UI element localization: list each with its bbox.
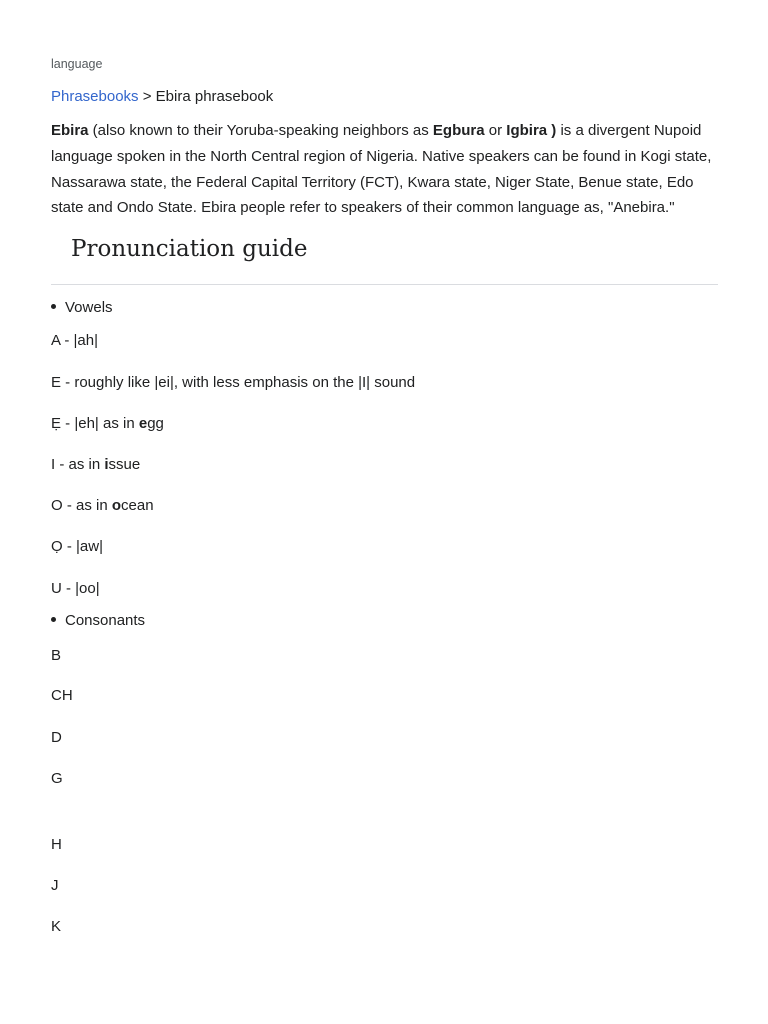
vowel-line-o: O - as in ocean — [51, 497, 154, 514]
vowels-label: Vowels — [65, 299, 113, 316]
consonant-line-h: H — [51, 836, 62, 853]
vowel-line-a: A - |ah| — [51, 332, 98, 349]
vowel-line-i: I - as in issue — [51, 456, 141, 473]
breadcrumb-separator: > — [138, 88, 156, 105]
consonant-line-d: D — [51, 729, 62, 746]
consonant-line-ch: CH — [51, 687, 73, 704]
breadcrumb — [51, 88, 273, 105]
intro-text-3: is a divergent Nupoid language spoken in the North Central region of Nigeria. Native speakers can be found in Kogi state, Nassarawa state, the Federal Capital Territory (FCT), Kwara state, Niger State, Benue state, Edo state and Ondo State. Ebira people refer to speakers of their common language as, "Anebira." — [51, 122, 712, 217]
list-item-consonants — [51, 612, 145, 629]
consonant-line-b: B — [51, 647, 62, 664]
intro-text-1: (also known to their Yoruba-speaking neighbors as — [88, 122, 433, 139]
vowel-line-e-dot: Ẹ - |eh| as in egg — [51, 415, 164, 432]
consonants-label: Consonants — [65, 612, 146, 629]
consonant-line-k: K — [51, 918, 62, 935]
bullet-icon — [51, 617, 56, 622]
section-divider — [51, 284, 718, 285]
intro-text-2: or — [484, 122, 507, 139]
category-label: language — [51, 57, 103, 71]
intro-paragraph — [51, 118, 718, 221]
list-item-vowels — [51, 299, 113, 316]
breadcrumb-current: Ebira phrasebook — [155, 88, 274, 105]
consonant-line-j: J — [51, 877, 59, 894]
section-heading-pronunciation: Pronunciation guide — [71, 236, 308, 262]
vowel-line-o-dot: Ọ - |aw| — [51, 538, 103, 555]
bullet-icon — [51, 304, 56, 309]
intro-alt-name-1: Egbura — [432, 122, 485, 139]
vowel-line-u: U - |oo| — [51, 580, 100, 597]
breadcrumb-phrasebooks-link[interactable]: Phrasebooks — [51, 88, 139, 105]
intro-name: Ebira — [51, 122, 89, 139]
consonant-line-g: G — [51, 770, 63, 787]
vowel-line-e: E - roughly like |ei|, with less emphasis on the |I| sound — [51, 374, 416, 391]
intro-alt-name-2: Igbira ) — [506, 122, 557, 139]
